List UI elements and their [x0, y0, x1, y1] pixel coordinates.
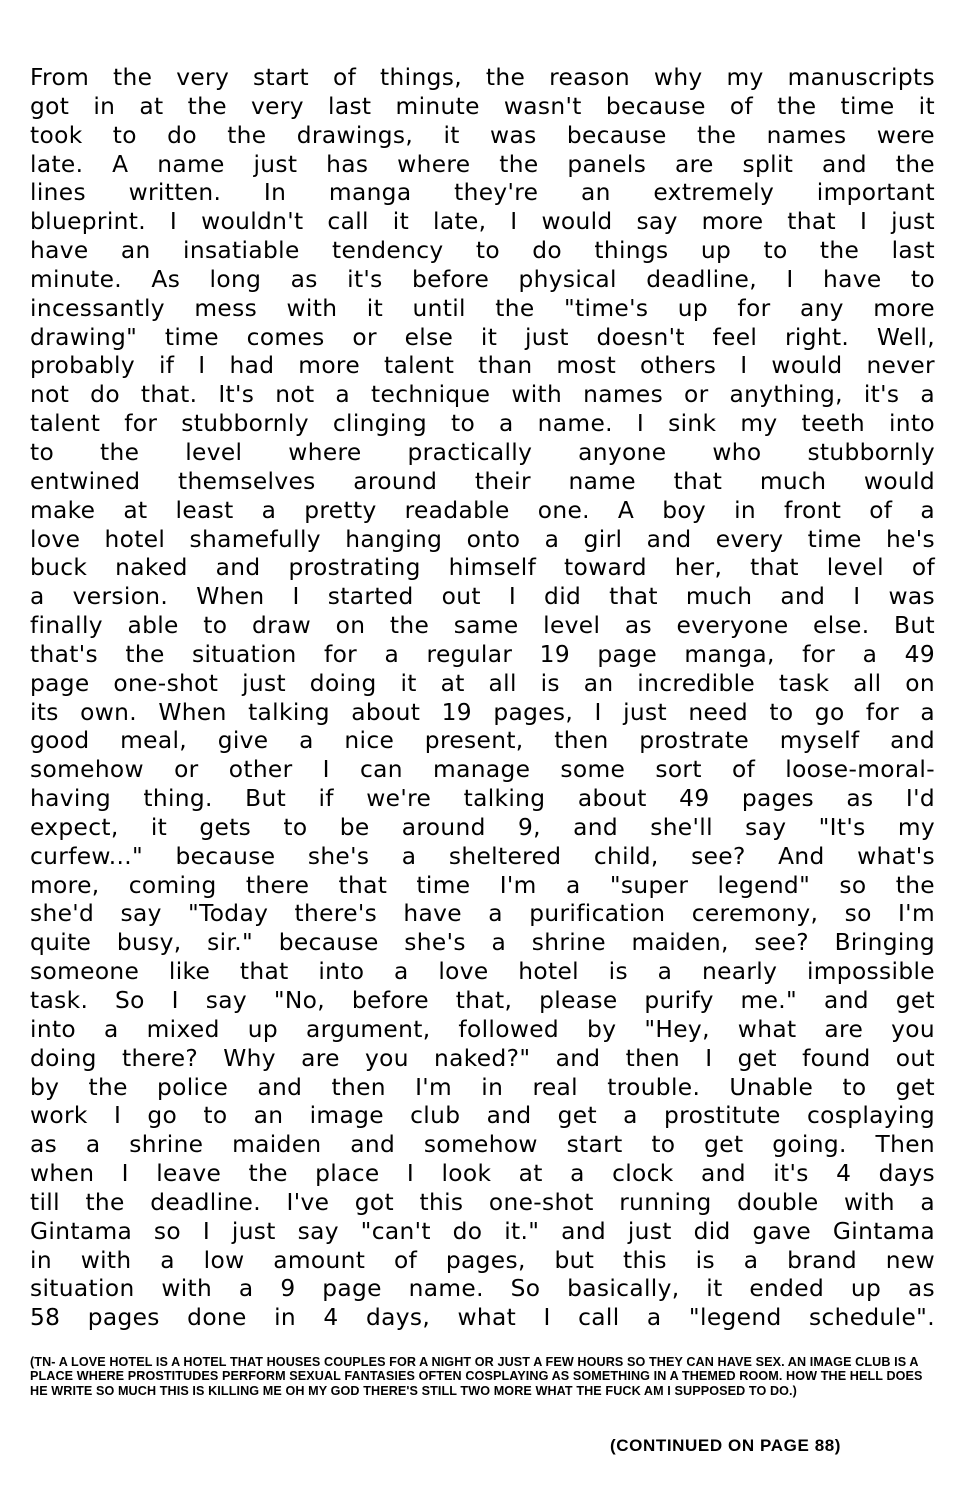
body-line: somehow or other I can manage some sort of loose-moral-: [30, 756, 935, 784]
continued-notice: (CONTINUED ON PAGE 88): [610, 1436, 842, 1455]
body-line: page one-shot just doing it at all is an incredible task all on: [30, 669, 935, 697]
body-line: as a shrine maiden and somehow start to get going. Then: [30, 1131, 935, 1159]
body-line: good meal, give a nice present, then prostrate myself and: [30, 727, 935, 755]
body-line: task. So I say "No, before that, please purify me." and get: [30, 987, 935, 1014]
body-line: by the police and then I'm in real trouble. Unable to get: [30, 1073, 935, 1101]
body-line: that's the situation for a regular 19 page manga, for a 49: [30, 640, 935, 668]
body-line: not do that. It's not a technique with names or anything, it's a: [30, 381, 935, 409]
body-line: situation with a 9 page name. So basically, it ended up as: [30, 1275, 935, 1303]
body-line: minute. As long as it's before physical deadline, I have to: [30, 265, 935, 293]
body-line: drawing" time comes or else it just doesn't feel right. Well,: [30, 323, 935, 351]
body-line: lines written. In manga they're an extremely important: [30, 179, 935, 207]
body-line: a version. When I started out I did that much and I was: [30, 583, 935, 611]
body-line: to the level where practically anyone who stubbornly: [30, 438, 935, 466]
translator-note: (TN- A LOVE HOTEL IS A HOTEL THAT HOUSES COUPLES FOR A NIGHT OR JUST A FEW HOURS SO THEY CAN HAVE SEX. AN IMAGE CLUB IS A PLACE WHERE PROSTITUDES PERFORM SEXUAL FANTASIES OFTEN COSPLAYING AS SOMETHING IN A THEMED ROOM. HOW THE HELL DOES HE WRITE SO MUCH THIS IS KILLING ME OH MY GOD THERE'S STILL TWO MORE WHAT THE FUCK AM I SUPPOSED TO DO.): [30, 1355, 923, 1398]
body-line: have an insatiable tendency to do things up to the last: [30, 237, 935, 265]
body-line: quite busy, sir." because she's a shrine maiden, see? Bringing: [30, 929, 935, 957]
body-line: expect, it gets to be around 9, and she'll say "It's my: [30, 813, 935, 841]
body-text: [30, 64, 935, 1333]
body-line: From the very start of things, the reason why my manuscripts: [30, 64, 935, 91]
body-line: into a mixed up argument, followed by "Hey, what are you: [30, 1015, 935, 1043]
body-line: doing there? Why are you naked?" and then I get found out: [30, 1044, 935, 1072]
body-line: more, coming there that time I'm a "super legend" so the: [30, 871, 935, 899]
body-line: having thing. But if we're talking about 49 pages as I'd: [30, 785, 935, 813]
body-line: love hotel shamefully hanging onto a girl and every time he's: [30, 525, 935, 553]
body-line: its own. When talking about 19 pages, I just need to go for a: [30, 698, 935, 726]
body-line: took to do the drawings, it was because the names were: [30, 121, 935, 149]
body-line: till the deadline. I've got this one-shot running double with a: [30, 1188, 935, 1216]
body-line: finally able to draw on the same level as everyone else. But: [30, 612, 935, 640]
body-line: buck naked and prostrating himself toward her, that level of: [30, 554, 935, 582]
body-line: curfew..." because she's a sheltered child, see? And what's: [30, 842, 935, 870]
body-line: entwined themselves around their name that much would: [30, 467, 935, 495]
body-line: incessantly mess with it until the "time's up for any more: [30, 294, 935, 322]
body-line: in with a low amount of pages, but this is a brand new: [30, 1246, 935, 1274]
body-line: got in at the very last minute wasn't because of the time it: [30, 92, 935, 120]
body-line: blueprint. I wouldn't call it late, I would say more that I just: [30, 208, 935, 236]
body-line: Gintama so I just say "can't do it." and just did gave Gintama: [30, 1217, 935, 1245]
body-line: she'd say "Today there's have a purification ceremony, so I'm: [30, 900, 935, 928]
body-line: work I go to an image club and get a prostitute cosplaying: [30, 1102, 935, 1130]
body-line: when I leave the place I look at a clock and it's 4 days: [30, 1160, 935, 1188]
body-line: probably if I had more talent than most others I would never: [30, 352, 935, 380]
body-line: someone like that into a love hotel is a nearly impossible: [30, 958, 935, 986]
body-line: late. A name just has where the panels are split and the: [30, 150, 935, 178]
body-line: 58 pages done in 4 days, what I call a "legend schedule".: [30, 1304, 935, 1332]
body-line: make at least a pretty readable one. A boy in front of a: [30, 496, 935, 524]
body-line: talent for stubbornly clinging to a name. I sink my teeth into: [30, 410, 935, 438]
